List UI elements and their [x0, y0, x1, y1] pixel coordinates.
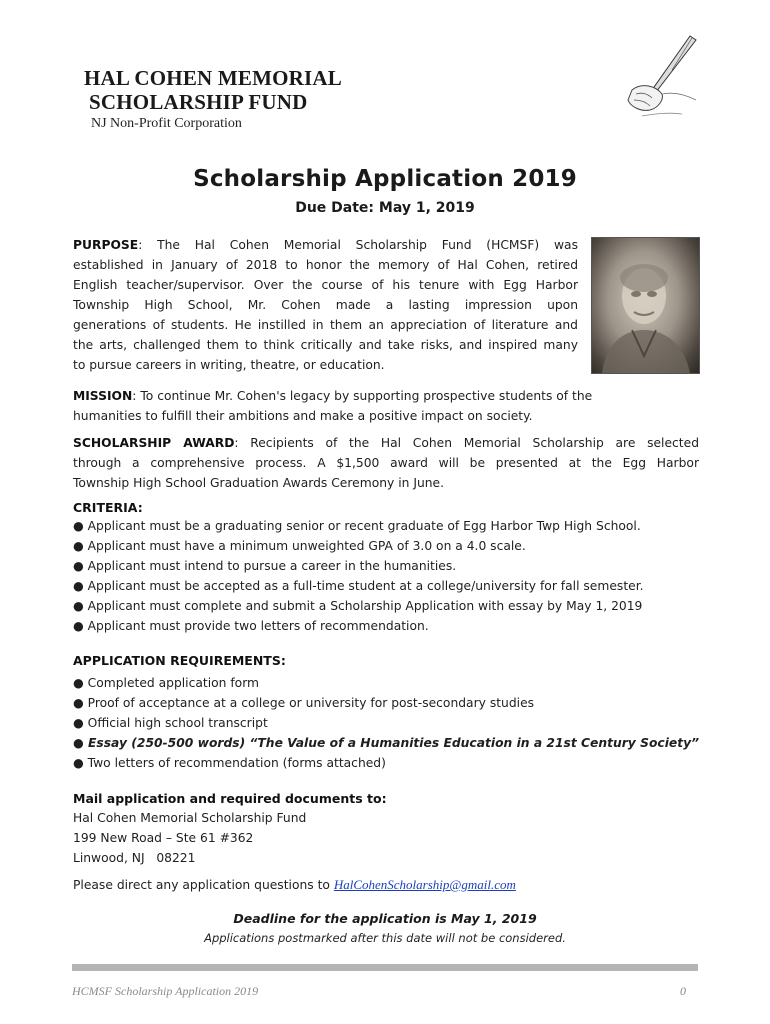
- page-title: Scholarship Application 2019: [193, 166, 577, 192]
- purpose-line-4: Township High School, Mr. Cohen made a lasting impression upon: [73, 298, 578, 312]
- requirement-item: ● Proof of acceptance at a college or university for post-secondary studies: [73, 696, 535, 710]
- requirements-heading: APPLICATION REQUIREMENTS:: [73, 653, 286, 668]
- page-number: 0: [680, 984, 686, 998]
- award-line-2: through a comprehensive process. A $1,500 award will be presented at the Egg Harbor: [73, 456, 699, 470]
- purpose-line-7: to pursue careers in writing, theatre, or education.: [73, 358, 385, 372]
- portrait-photo: [591, 237, 700, 374]
- mail-heading: Mail application and required documents to:: [73, 791, 387, 806]
- award-line-1: : Recipients of the Hal Cohen Memorial Scholarship are selected: [234, 436, 699, 450]
- questions-line: [73, 875, 516, 895]
- criteria-item: ● Applicant must complete and submit a Scholarship Application with essay by May 1, 2019: [73, 599, 643, 613]
- purpose-line-3: English teacher/supervisor. Over the course of his tenure with Egg Harbor: [73, 278, 578, 292]
- org-name-line2: SCHOLARSHIP FUND: [89, 90, 308, 114]
- questions-text: Please direct any application questions to: [73, 878, 334, 892]
- purpose-line-6: the arts, challenged them to think critically and take risks, and inspired many: [73, 338, 578, 352]
- organization-header: [84, 66, 342, 134]
- award-paragraph: [73, 433, 699, 493]
- requirement-item-essay: ● Essay (250-500 words) “The Value of a Humanities Education in a 21st Century Society”: [73, 736, 700, 750]
- requirement-item: ● Official high school transcript: [73, 716, 268, 730]
- award-label: SCHOLARSHIP AWARD: [73, 436, 235, 450]
- postmark-notice: Applications postmarked after this date will not be considered.: [204, 931, 566, 945]
- mission-paragraph: [73, 386, 698, 426]
- quill-pen-icon: [612, 30, 702, 120]
- footer-title: HCMSF Scholarship Application 2019: [72, 984, 259, 998]
- mail-address-line-3: Linwood, NJ 08221: [73, 851, 196, 865]
- mail-address: [73, 808, 306, 868]
- award-line-3: Township High School Graduation Awards Ceremony in June.: [73, 476, 445, 490]
- criteria-item: ● Applicant must provide two letters of recommendation.: [73, 619, 429, 633]
- deadline-notice: Deadline for the application is May 1, 2019: [233, 911, 537, 926]
- requirement-item: ● Two letters of recommendation (forms attached): [73, 756, 386, 770]
- mail-address-line-1: Hal Cohen Memorial Scholarship Fund: [73, 811, 307, 825]
- email-link[interactable]: HalCohenScholarship@gmail.com: [333, 877, 516, 892]
- criteria-item: ● Applicant must be accepted as a full-time student at a college/university for fall semester.: [73, 579, 644, 593]
- purpose-label: PURPOSE: [73, 238, 139, 252]
- mission-line-1: : To continue Mr. Cohen's legacy by supporting prospective students of the: [132, 389, 593, 403]
- purpose-paragraph: [73, 235, 578, 375]
- criteria-item: ● Applicant must be a graduating senior or recent graduate of Egg Harbor Twp High School.: [73, 519, 641, 533]
- purpose-line-2: established in January of 2018 to honor the memory of Hal Cohen, retired: [73, 258, 578, 272]
- mission-label: MISSION: [73, 389, 133, 403]
- org-name-line1: HAL COHEN MEMORIAL: [84, 66, 342, 90]
- purpose-line-1: : The Hal Cohen Memorial Scholarship Fund (HCMSF) was: [138, 238, 578, 252]
- criteria-list: [73, 516, 644, 636]
- org-subtitle: NJ Non-Profit Corporation: [91, 116, 242, 131]
- due-date: Due Date: May 1, 2019: [295, 200, 475, 216]
- requirements-list: [73, 673, 699, 773]
- criteria-item: ● Applicant must have a minimum unweighted GPA of 3.0 on a 4.0 scale.: [73, 539, 526, 553]
- criteria-heading: CRITERIA:: [73, 500, 143, 515]
- footer-divider: [72, 964, 698, 971]
- criteria-item: ● Applicant must intend to pursue a career in the humanities.: [73, 559, 457, 573]
- purpose-line-5: generations of students. He instilled in them an appreciation of literature and: [73, 318, 578, 332]
- mission-line-2: humanities to fulfill their ambitions and make a positive impact on society.: [73, 409, 533, 423]
- requirement-item: ● Completed application form: [73, 676, 260, 690]
- mail-address-line-2: 199 New Road – Ste 61 #362: [73, 831, 254, 845]
